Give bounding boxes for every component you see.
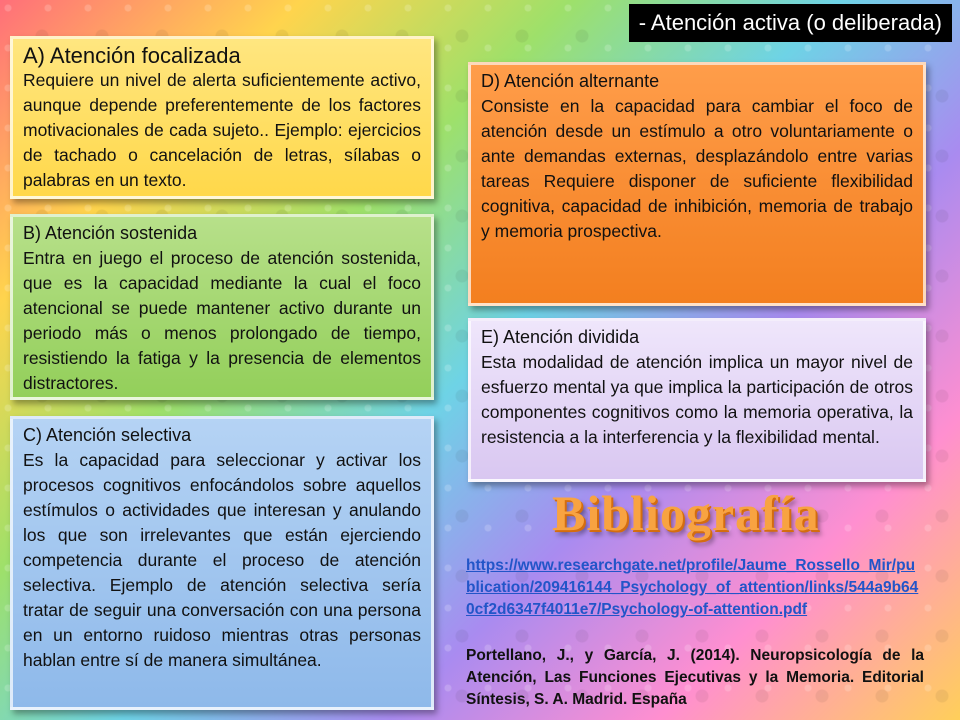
- section-body: Requiere un nivel de alerta suficientemente activo, aunque depende preferentemente de los factores motivacionales de cada sujeto.. Ejemplo: ejercicios de tachado o cancelación de letras, sílabas o palabras en un texto.: [23, 70, 421, 190]
- section-focalizada: [10, 36, 434, 199]
- section-dividida: [468, 318, 926, 482]
- section-alternante: [468, 62, 926, 306]
- bibliography-link[interactable]: https://www.researchgate.net/profile/Jaume_Rossello_Mir/publication/209416144_Psychology_of_attention/links/544a9b640cf2d6347f4011e7/Psychology-of-attention.pdf: [466, 557, 919, 618]
- section-heading: B) Atención sostenida: [23, 223, 198, 243]
- section-heading: E) Atención dividida: [481, 327, 640, 347]
- bibliography-title: Bibliografía: [552, 485, 820, 541]
- section-heading: C) Atención selectiva: [23, 425, 192, 445]
- section-sostenida: [10, 214, 434, 400]
- slide-title: - Atención activa (o deliberada): [629, 4, 952, 42]
- section-selectiva: [10, 416, 434, 710]
- section-body: Consiste en la capacidad para cambiar el foco de atención desde un estímulo a otro voluntariamente o ante demandas externas, desplazándolo entre varias tareas Requiere disponer de suficiente flexibilidad cognitiva, capacidad de inhibición, memoria de trabajo y memoria prospectiva.: [481, 96, 913, 241]
- bibliography-reference: Portellano, J., y García, J. (2014). Neuropsicología de la Atención, Las Funciones Ejecutivas y la Memoria. Editorial Síntesis, S. A. Madrid. España: [466, 647, 924, 708]
- section-body: Esta modalidad de atención implica un mayor nivel de esfuerzo mental ya que implica la participación de otros componentes cognitivos como la memoria operativa, la resistencia a la interferencia y la flexibilidad mental.: [481, 352, 913, 447]
- section-heading: A) Atención focalizada: [23, 43, 241, 68]
- section-body: Entra en juego el proceso de atención sostenida, que es la capacidad mediante la cual el foco atencional se puede mantener activo durante un periodo más o menos prolongado de tiempo, resistiendo la fatiga y la presencia de elementos distractores.: [23, 248, 421, 393]
- section-heading: D) Atención alternante: [481, 71, 660, 91]
- section-body: Es la capacidad para seleccionar y activar los procesos cognitivos enfocándolos sobre aquellos estímulos o actividades que interesan y anulando los que son irrelevantes que están ejerciendo competencia durante el proceso de atención selectiva. Ejemplo de atención selectiva sería tratar de seguir una conversación con una persona en un entorno ruidoso mientras otras personas hablan entre sí de manera simultánea.: [23, 450, 421, 670]
